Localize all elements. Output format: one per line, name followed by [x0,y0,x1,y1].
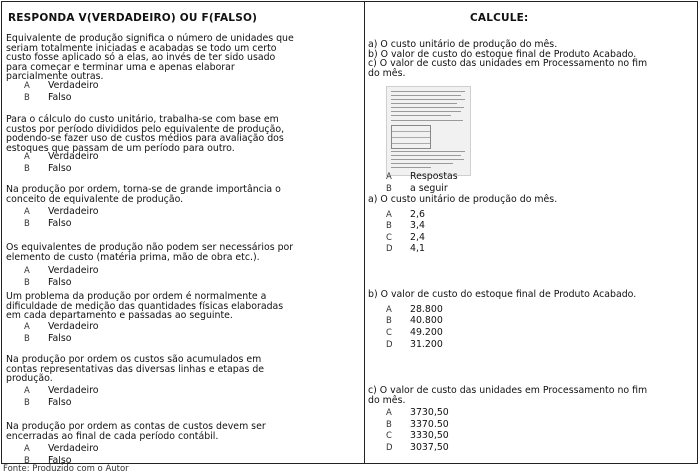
qc-option-c[interactable]: C 3330,50 [386,430,449,441]
q4-option-b[interactable]: B Falso [24,277,72,288]
qa-option-d[interactable]: D 4,1 [386,243,425,254]
problem-statement-image [386,86,471,176]
q1-option-a[interactable]: A Verdadeiro [24,80,99,91]
column-divider [364,1,365,464]
q5-option-b[interactable]: B Falso [24,333,72,344]
qa-option-c[interactable]: C 2,4 [386,232,425,243]
calc-tasks: a) O custo unitário de produção do mês. b) O valor de custo do estoque final de Produto Acabado. c) O valor de custo das unidades em Processamento no fim do mês. [368,39,648,79]
qa-option-a[interactable]: A 2,6 [386,209,425,220]
question-a: a) O custo unitário de produção do mês. [368,194,558,205]
q5-option-a[interactable]: A Verdadeiro [24,321,99,332]
q6-option-a[interactable]: A Verdadeiro [24,385,99,396]
q2-option-b[interactable]: B Falso [24,163,72,174]
right-header: CALCULE: [470,12,529,24]
question-c: c) O valor de custo das unidades em Processamento no fim do mês. [368,385,648,406]
q3-option-a[interactable]: A Verdadeiro [24,206,99,217]
qb-option-b[interactable]: B 40.800 [386,315,443,326]
question-3: Na produção por ordem, torna-se de grande importância o conceito de equivalente de produção. [6,184,281,205]
qc-option-d[interactable]: D 3037,50 [386,442,449,453]
qb-option-c[interactable]: C 49.200 [386,327,443,338]
question-4: Os equivalentes de produção não podem ser necessários por elemento de custo (matéria prima, mão de obra etc.). [6,242,294,263]
qb-option-a[interactable]: A 28.800 [386,304,443,315]
q7-option-a[interactable]: A Verdadeiro [24,443,99,454]
qa-option-b[interactable]: B 3,4 [386,220,425,231]
q1-option-b[interactable]: B Falso [24,92,72,103]
q6-option-b[interactable]: B Falso [24,397,72,408]
q2-option-a[interactable]: A Verdadeiro [24,151,99,162]
q7-option-b[interactable]: B Falso [24,456,72,464]
qc-option-b[interactable]: B 3370.50 [386,419,449,430]
question-6: Na produção por ordem os custos são acumulados em contas representativas das diversas linhas e etapas de produção. [6,354,265,385]
question-1: Equivalente de produção significa o número de unidades que seriam totalmente iniciadas e acabadas se todo um certo custo fosse aplicado só a elas, ao invés de ter sido usado para começar e terminar uma e apenas elaborar parcialmente outras. [6,33,294,83]
resp-option-a[interactable]: A Respostas [386,171,458,182]
question-2: Para o cálculo do custo unitário, trabalha-se com base em custos por período divididos pelo equivalente de produção, podendo-se fazer uso de custos médios para avaliação dos estoques que passam de um período para outro. [6,114,285,154]
q3-option-b[interactable]: B Falso [24,218,72,229]
source-footer: Fonte: Produzido com o Autor [3,464,129,472]
question-b: b) O valor de custo do estoque final de Produto Acabado. [368,289,637,300]
q4-option-a[interactable]: A Verdadeiro [24,265,99,276]
qc-option-a[interactable]: A 3730,50 [386,407,449,418]
question-5: Um problema da produção por ordem é normalmente a dificuldade de medição das quantidades físicas elaboradas em cada departamento e passadas ao seguinte. [6,291,284,322]
qb-option-d[interactable]: D 31.200 [386,339,443,350]
left-header: RESPONDA V(VERDADEIRO) OU F(FALSO) [8,12,258,24]
resp-option-b[interactable]: B a seguir [386,183,448,194]
question-7: Na produção por ordem as contas de custos devem ser encerradas ao final de cada período contábil. [6,421,266,442]
